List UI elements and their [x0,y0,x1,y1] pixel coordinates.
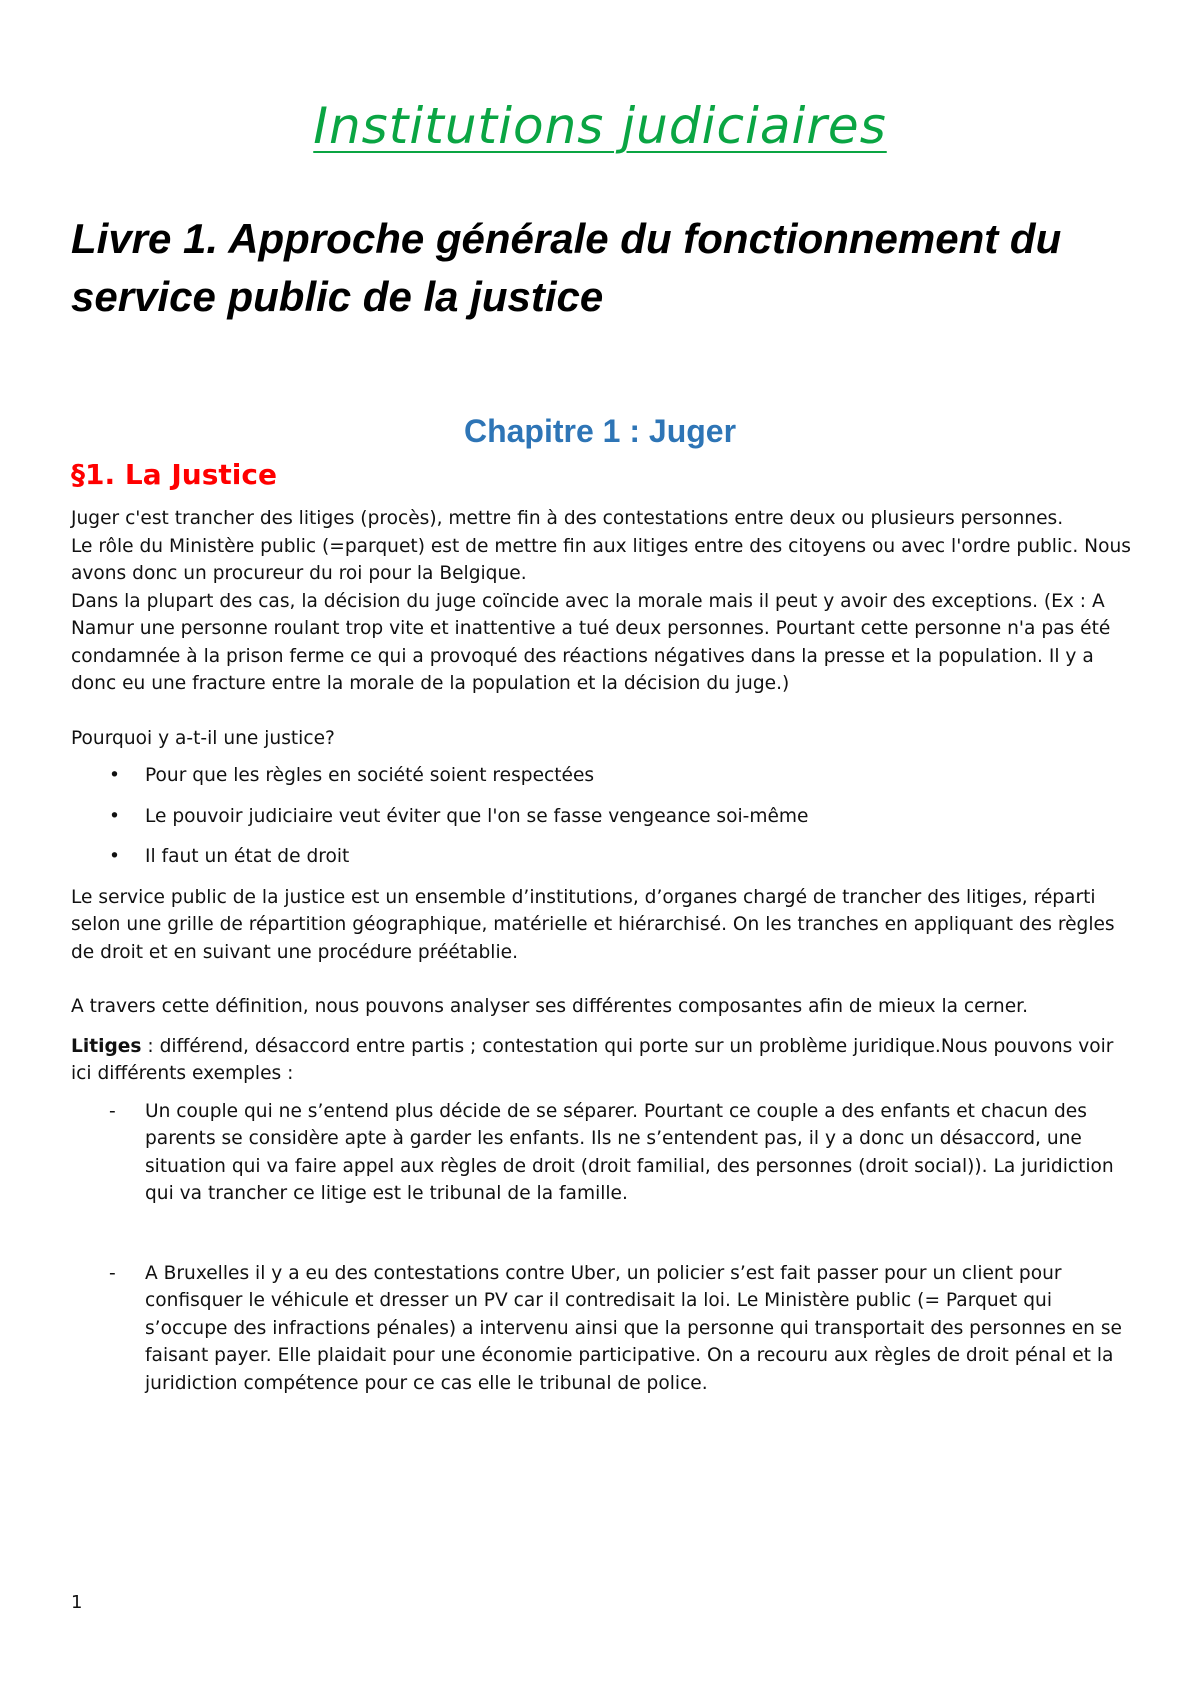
spacer [71,1208,1131,1260]
paragraph-morale: Dans la plupart des cas, la décision du juge coïncide avec la morale mais il peut y avoir des exceptions. (Ex : A Namur une personne roulant trop vite et inattentive a tué deux personnes. Pourtant cette personne n'a pas été condamnée à la prison ferme ce qui a provoqué des réactions négatives dans la presse et la population. Il y a donc eu une fracture entre la morale de la population et la décision du juge.) [71,590,1111,694]
list-item [71,843,1131,871]
list-item [71,803,1131,831]
spacer [71,1021,1131,1033]
list-item-text: Il faut un état de droit [145,846,350,867]
paragraph-definition: Juger c'est trancher des litiges (procès), mettre fin à des contestations entre deux ou plusieurs personnes. [71,508,1064,529]
dash-icon: - [109,1262,116,1284]
paragraph-question: Pourquoi y a-t-il une justice? [71,727,335,749]
list-item [71,1098,1131,1208]
litiges-definition: : différend, désaccord entre partis ; contestation qui porte sur un problème juridique.Nous pouvons voir ici différents exemples : [71,1035,1114,1084]
section-title: §1. La Justice [71,458,277,491]
paragraph-litiges [71,1033,1131,1088]
list-item-text: Pour que les règles en société soient respectées [145,765,595,786]
bullet-list [71,762,1131,871]
list-item-text: Le pouvoir judiciaire veut éviter que l'on se fasse vengeance soi-même [145,805,809,827]
document-body [71,505,1131,1397]
list-item [71,1260,1131,1398]
spacer [71,966,1131,993]
litiges-term: Litiges [71,1035,142,1057]
paragraph-service-public: Le service public de la justice est un ensemble d’institutions, d’organes chargé de trancher des litiges, réparti selon une grille de répartition géographique, matérielle et hiérarchisé. On les tranches en appliquant des règles de droit et en suivant une procédure préétablie. [71,886,1115,963]
bullet-icon: • [109,805,120,827]
dash-icon: - [109,1100,116,1122]
page-number: 1 [71,1592,83,1613]
list-item-text: A Bruxelles il y a eu des contestations contre Uber, un policier s’est fait passer pour un client pour confisquer le véhicule et dresser un PV car il contredisait la loi. Le Ministère public (= Parquet qui s’occupe des infractions pénales) a intervenu ainsi que la personne qui transportait des personnes en se faisant payer. Elle plaidait pour une économie participative. On a recouru aux règles de droit pénal et la juridiction compétence pour ce cas elle le tribunal de police. [145,1262,1122,1394]
bullet-icon: • [109,765,120,786]
chapter-title: Chapitre 1 : Juger [463,413,737,449]
list-item [71,762,1131,790]
spacer [71,698,1131,725]
list-item-text: Un couple qui ne s’entend plus décide de se séparer. Pourtant ce couple a des enfants et chacun des parents se considère apte à garder les enfants. Ils ne s’entendent pas, il y a donc un désaccord, une situation qui va faire appel aux règles de droit (droit familial, des personnes (droit social)). La juridiction qui va trancher ce litige est le tribunal de la famille. [145,1100,1114,1204]
bullet-icon: • [109,846,120,867]
book-title: Livre 1. Approche générale du fonctionnement du service public de la justice [71,215,1062,320]
paragraph-ministere-public: Le rôle du Ministère public (=parquet) est de mettre fin aux litiges entre des citoyens ou avec l'ordre public. Nous avons donc un procureur du roi pour la Belgique. [71,535,1131,584]
paragraph-definition-analysis: A travers cette définition, nous pouvons analyser ses différentes composantes afin de mieux la cerner. [71,996,1028,1017]
document-title: Institutions judiciaires [313,97,887,155]
examples-list [71,1098,1131,1398]
